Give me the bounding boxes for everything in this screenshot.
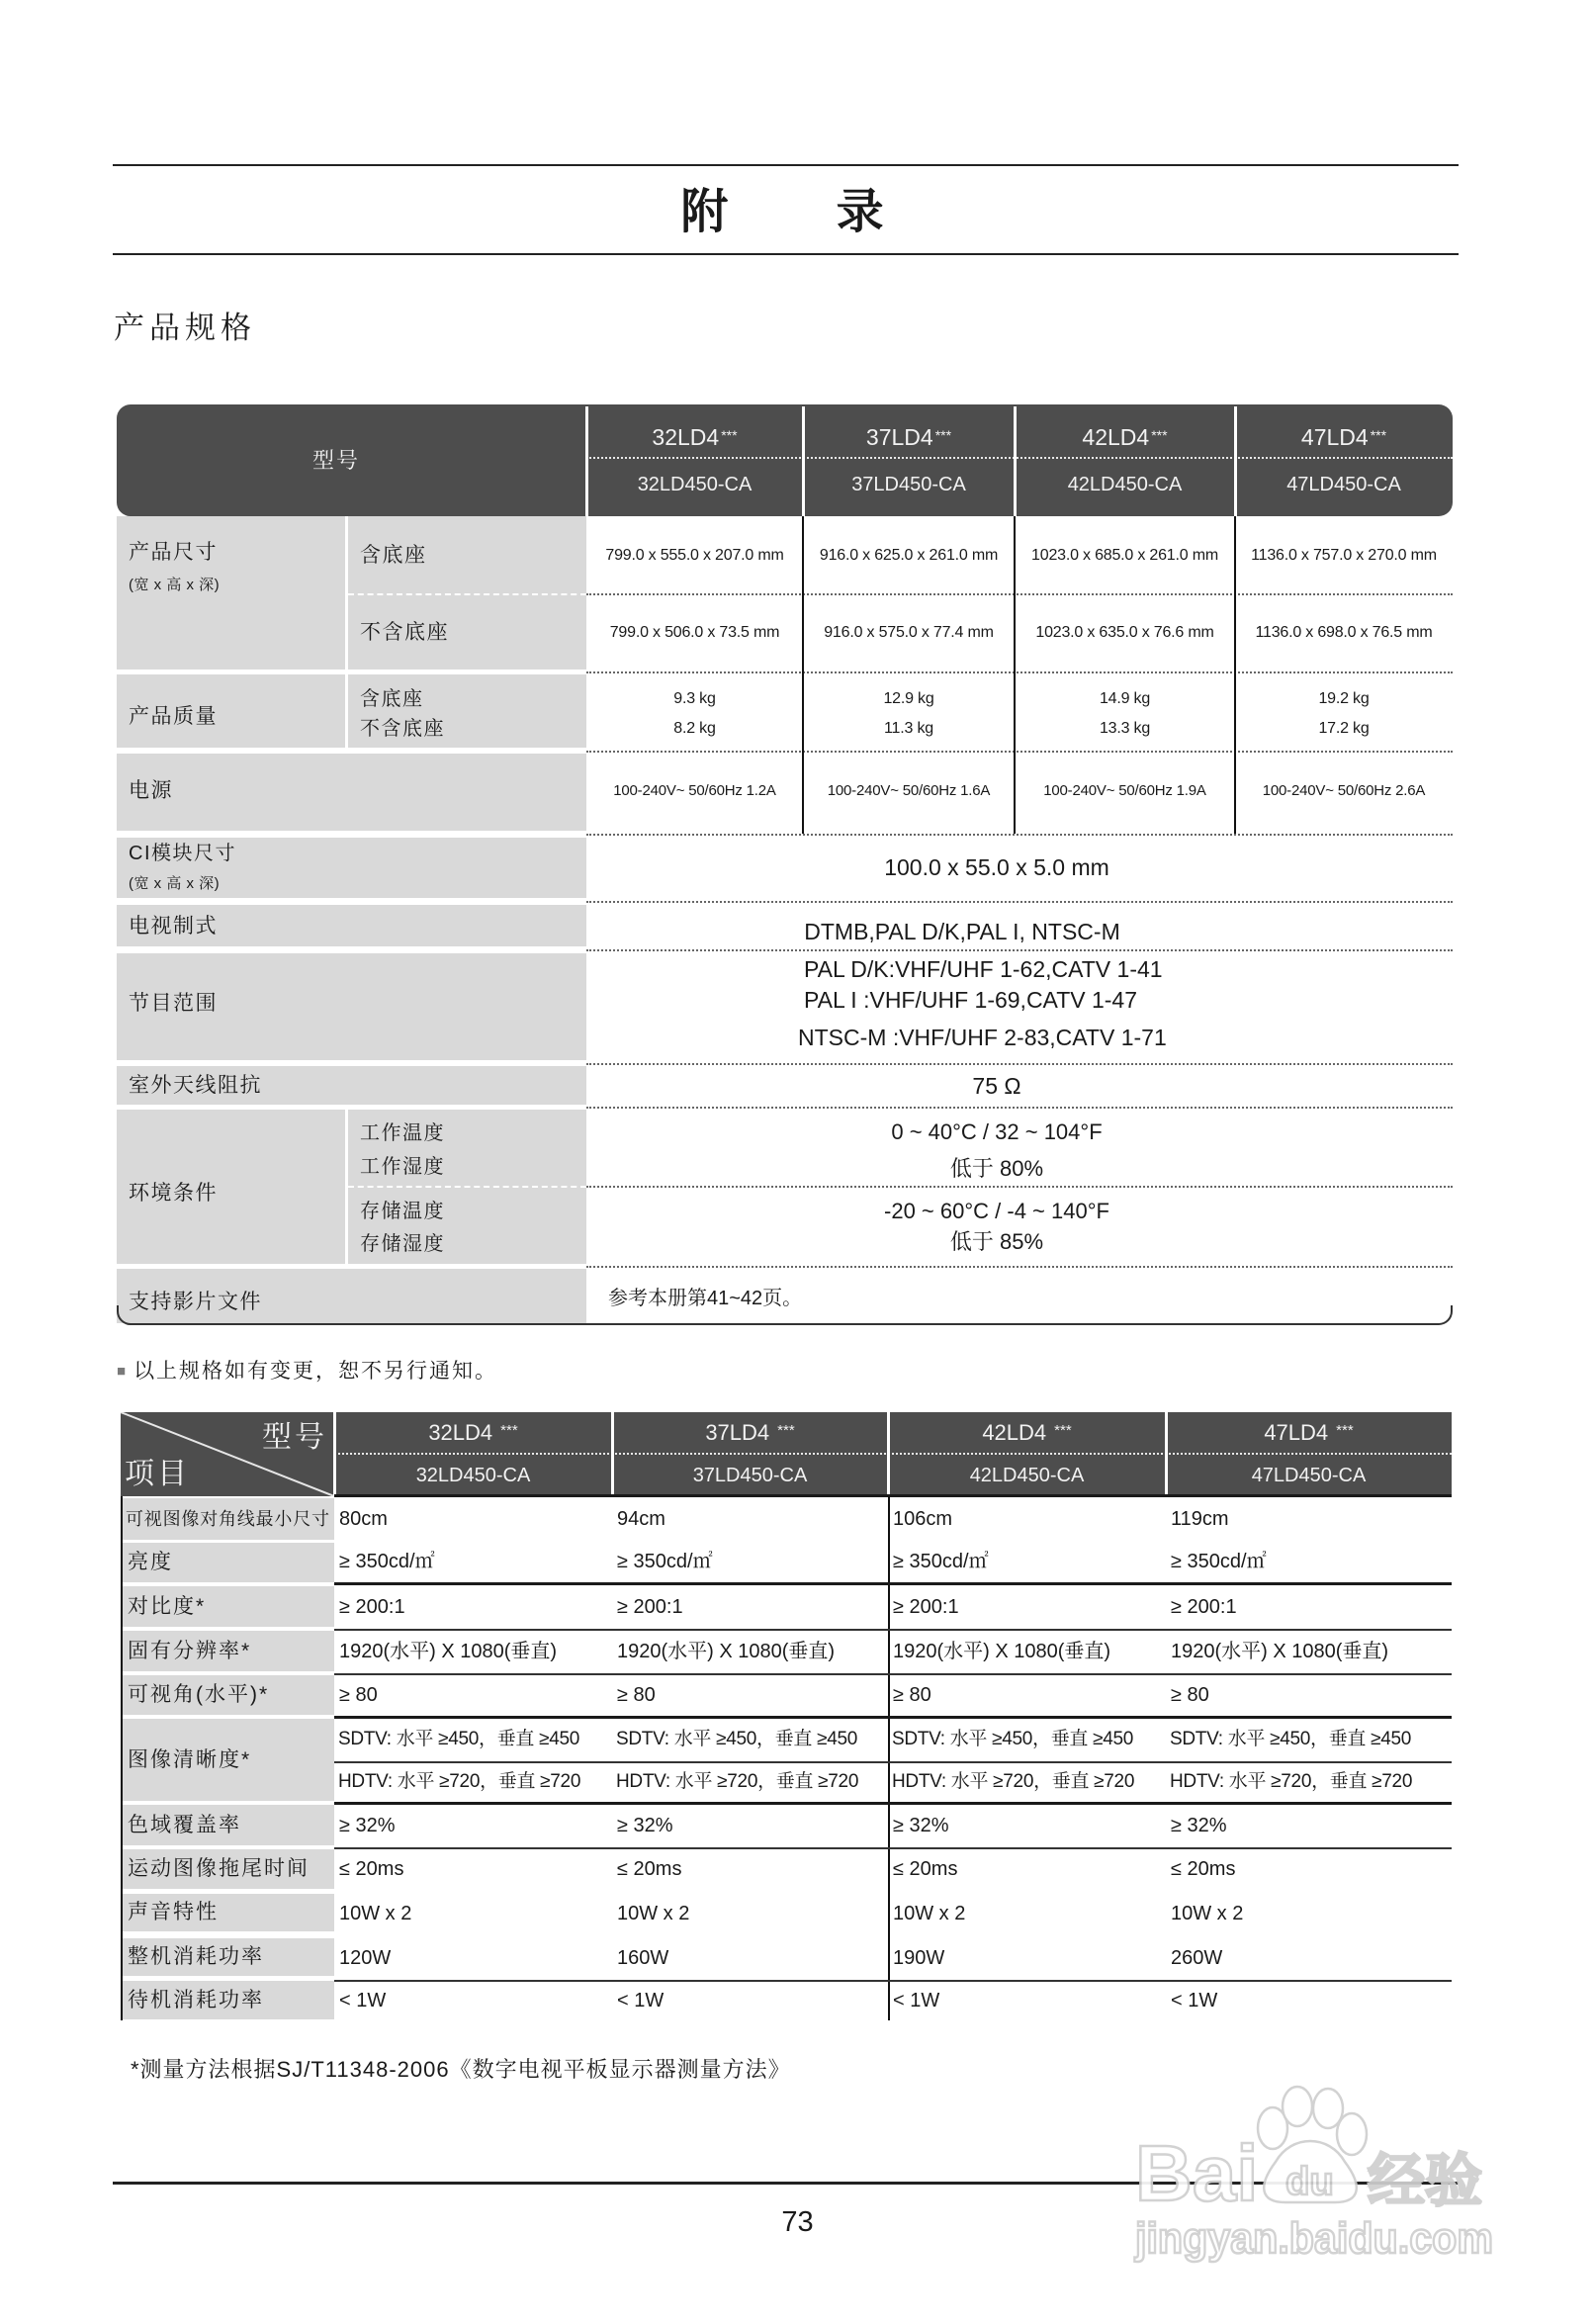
cell-color-gamut: ≥ 32% [617, 1815, 673, 1836]
model-series-suffix: *** [500, 1422, 518, 1439]
cell-power: 100-240V~ 50/60Hz 1.2A [613, 782, 776, 799]
model-series-suffix: *** [1370, 427, 1387, 443]
cell-color-gamut: ≥ 32% [1171, 1815, 1227, 1836]
top-rule [113, 164, 1459, 166]
row-divider [586, 593, 1453, 595]
cell-standby-power: < 1W [893, 1990, 940, 2011]
performance-table [121, 1412, 1452, 2020]
sublabel-operating-temp: 工作温度 [360, 1122, 445, 1144]
watermark-brand-paw: du [1285, 2160, 1334, 2203]
row-label: 色域覆盖率 [123, 1805, 334, 1845]
cell-power-consumption: 120W [339, 1947, 392, 1969]
header-column-divider [887, 1412, 890, 1496]
model-series: 42LD4 [982, 1420, 1047, 1445]
sublabel-with-stand: 含底座 [360, 688, 424, 710]
cell-min-diagonal: 80cm [339, 1508, 388, 1530]
sublabel-without-stand: 不含底座 [360, 718, 445, 740]
model-number: 37LD450-CA [851, 474, 966, 495]
model-number: 47LD450-CA [1286, 474, 1401, 495]
cell-weight-without-stand: 13.3 kg [1099, 720, 1151, 737]
model-column-header [803, 404, 1015, 516]
row-label-power: 电源 [129, 779, 173, 802]
cell-operating-temp: 0 ~ 40°C / 32 ~ 104°F [891, 1119, 1103, 1144]
cell-weight-without-stand: 17.2 kg [1318, 720, 1370, 737]
cell-standby-power: < 1W [617, 1990, 665, 2011]
header-item-label: 项目 [125, 1458, 190, 1490]
notice-text: 以上规格如有变更，恕不另行通知。 [133, 1360, 498, 1383]
cell-contrast: ≥ 200:1 [617, 1596, 683, 1618]
sublabel-storage-temp: 存储温度 [360, 1201, 445, 1222]
sublabel-with-stand: 含底座 [360, 544, 427, 567]
cell-power: 100-240V~ 50/60Hz 2.6A [1262, 782, 1426, 799]
row-divider [586, 949, 1453, 951]
cell-operating-humidity: 低于 80% [949, 1156, 1044, 1181]
row-divider [586, 1107, 1453, 1109]
column-divider [1014, 516, 1016, 834]
row-label-weight: 产品质量 [129, 705, 218, 728]
cell-tv-system: DTMB,PAL D/K,PAL I, NTSC-M [804, 919, 1120, 944]
spec-table-header [117, 404, 1453, 516]
model-series: 42LD4 [1082, 424, 1150, 450]
cell-video-files: 参考本册第41~42页。 [608, 1288, 803, 1309]
row-divider [334, 1980, 1452, 1982]
spec-table [117, 404, 1453, 1323]
row-divider-thick [334, 1716, 1452, 1719]
header-bottom-rule [334, 1494, 1452, 1497]
cell-min-diagonal: 106cm [893, 1508, 953, 1530]
watermark-url: jingyan.baidu.com [1134, 2214, 1493, 2263]
cell-weight-without-stand: 8.2 kg [673, 720, 716, 737]
cell-brightness: ≥ 350cd/㎡ [339, 1551, 435, 1572]
header-dashed-divider [334, 1453, 1452, 1455]
cell-native-resolution: 1920(水平) X 1080(垂直) [893, 1641, 1111, 1662]
cell-weight-with-stand: 19.2 kg [1318, 690, 1370, 707]
cell-motion-blur-time: ≤ 20ms [893, 1858, 958, 1880]
model-series-suffix: *** [1054, 1422, 1072, 1439]
header-column-divider [611, 1412, 614, 1496]
header-model-label: 型号 [262, 1421, 327, 1454]
model-series-suffix: *** [1151, 427, 1168, 443]
row-label-ci-module-note: (宽 x 高 x 深) [129, 875, 221, 892]
model-column-header [586, 404, 803, 516]
header-column-divider [585, 406, 588, 516]
sublabel-divider [348, 593, 586, 595]
row-label: 固有分辨率* [123, 1631, 334, 1671]
cell-audio-output: 10W x 2 [339, 1903, 412, 1924]
row-divider [586, 671, 1453, 673]
row-divider [334, 1629, 1452, 1631]
cell-brightness: ≥ 350cd/㎡ [617, 1551, 713, 1572]
row-label: 可视图像对角线最小尺寸 [123, 1498, 334, 1540]
cell-weight-with-stand: 9.3 kg [673, 690, 716, 707]
cell-color-gamut: ≥ 32% [893, 1815, 949, 1836]
row-label: 可视角(水平)* [123, 1675, 334, 1715]
cell-hdtv-definition: HDTV: 水平 ≥720，垂直 ≥720 [616, 1771, 859, 1792]
cell-audio-output: 10W x 2 [617, 1903, 690, 1924]
cell-sdtv-definition: SDTV: 水平 ≥450，垂直 ≥450 [1170, 1729, 1412, 1749]
row-divider [334, 1761, 1452, 1763]
row-label: 对比度* [123, 1586, 334, 1627]
row-label-video-files: 支持影片文件 [129, 1291, 262, 1313]
cell-dimension-with-stand: 1023.0 x 685.0 x 261.0 mm [1031, 547, 1218, 564]
model-header-label: 型号 [311, 448, 360, 473]
row-label-channel-range: 节目范围 [129, 992, 218, 1015]
cell-motion-blur-time: ≤ 20ms [1171, 1858, 1236, 1880]
page-title: 附 录 [680, 186, 884, 238]
row-label: 整机消耗功率 [123, 1938, 334, 1976]
cell-weight-without-stand: 11.3 kg [884, 720, 933, 737]
cell-hdtv-definition: HDTV: 水平 ≥720，垂直 ≥720 [1170, 1771, 1413, 1792]
paw-toe-icon [1283, 2087, 1312, 2126]
cell-viewing-angle: ≥ 80 [1171, 1684, 1209, 1706]
row-divider [586, 1063, 1453, 1065]
cell-hdtv-definition: HDTV: 水平 ≥720，垂直 ≥720 [892, 1771, 1135, 1792]
cell-dimension-without-stand: 916.0 x 575.0 x 77.4 mm [824, 624, 994, 641]
model-column-header [1015, 404, 1235, 516]
model-column-header [1235, 404, 1453, 516]
row-label-environment: 环境条件 [129, 1182, 218, 1205]
cell-audio-output: 10W x 2 [1171, 1903, 1244, 1924]
cell-dimension-with-stand: 916.0 x 625.0 x 261.0 mm [819, 547, 999, 564]
row-label-antenna: 室外天线阻抗 [129, 1074, 262, 1097]
header-column-divider [1234, 406, 1237, 516]
cell-brightness: ≥ 350cd/㎡ [893, 1551, 989, 1572]
model-series-suffix: *** [721, 427, 738, 443]
title-rule [113, 253, 1459, 255]
cell-standby-power: < 1W [339, 1990, 387, 2011]
watermark-brand-left: Bai [1135, 2129, 1259, 2217]
cell-contrast: ≥ 200:1 [1171, 1596, 1237, 1618]
cell-channel-range-line: PAL D/K:VHF/UHF 1-62,CATV 1-41 [804, 956, 1163, 982]
model-number: 42LD450-CA [969, 1465, 1085, 1486]
row-divider [334, 1673, 1452, 1675]
model-series-line [612, 1415, 888, 1454]
cell-audio-output: 10W x 2 [893, 1903, 966, 1924]
model-series: 32LD4 [428, 1420, 493, 1445]
model-number: 32LD450-CA [415, 1465, 531, 1486]
cell-dimension-without-stand: 799.0 x 506.0 x 73.5 mm [609, 624, 780, 641]
paw-toe-icon [1337, 2113, 1367, 2155]
row-label-dimensions: 产品尺寸 [129, 541, 218, 564]
header-column-divider [333, 1412, 336, 1496]
row-divider-thick [334, 1582, 1452, 1585]
cell-power-consumption: 190W [893, 1947, 945, 1969]
cell-viewing-angle: ≥ 80 [339, 1684, 378, 1706]
model-series: 32LD4 [652, 424, 720, 450]
model-series-suffix: *** [934, 427, 952, 443]
model-number: 37LD450-CA [692, 1465, 808, 1486]
header-dotted-divider [586, 457, 1453, 459]
model-series: 37LD4 [705, 1420, 770, 1445]
header-column-divider [1165, 1412, 1168, 1496]
baidu-jingyan-watermark [1127, 2075, 1503, 2265]
model-series-line [1015, 417, 1235, 460]
row-label-ci-module: CI模块尺寸 [129, 843, 236, 864]
row-divider [586, 1266, 1453, 1268]
model-series-suffix: *** [777, 1422, 795, 1439]
model-series-line [1235, 417, 1453, 460]
cell-sdtv-definition: SDTV: 水平 ≥450，垂直 ≥450 [892, 1729, 1134, 1749]
cell-dimension-without-stand: 1136.0 x 698.0 x 76.5 mm [1255, 624, 1433, 641]
cell-motion-blur-time: ≤ 20ms [617, 1858, 682, 1880]
cell-standby-power: < 1W [1171, 1990, 1218, 2011]
model-series-line [334, 1415, 612, 1454]
sublabel-operating-humidity: 工作湿度 [360, 1156, 445, 1178]
sublabel-storage-humidity: 存储湿度 [360, 1233, 445, 1255]
cell-dimension-with-stand: 1136.0 x 757.0 x 270.0 mm [1251, 547, 1437, 564]
model-series: 47LD4 [1264, 1420, 1329, 1445]
square-bullet-icon: ■ [117, 1363, 129, 1380]
cell-brightness: ≥ 350cd/㎡ [1171, 1551, 1267, 1572]
measurement-footnote: *测量方法根据SJ/T11348-2006《数字电视平板显示器测量方法》 [131, 2057, 791, 2082]
cell-dimension-with-stand: 799.0 x 555.0 x 207.0 mm [605, 547, 784, 564]
watermark-brand-right: 经验 [1368, 2147, 1483, 2214]
section-title: 产品规格 [114, 311, 256, 345]
label-cell-power [117, 754, 586, 831]
cell-power-consumption: 260W [1171, 1947, 1223, 1969]
row-label: 运动图像拖尾时间 [123, 1849, 334, 1889]
header-column-divider [802, 406, 805, 516]
row-divider [586, 901, 1453, 903]
cell-native-resolution: 1920(水平) X 1080(垂直) [1171, 1641, 1389, 1662]
cell-dimension-without-stand: 1023.0 x 635.0 x 76.6 mm [1035, 624, 1214, 641]
spec-change-notice [117, 1358, 497, 1387]
cell-motion-blur-time: ≤ 20ms [339, 1858, 404, 1880]
model-series-line [1166, 1415, 1452, 1454]
row-divider [586, 834, 1453, 836]
row-label: 声音特性 [123, 1894, 334, 1931]
cell-power: 100-240V~ 50/60Hz 1.9A [1043, 782, 1206, 799]
header-column-divider [1014, 406, 1017, 516]
cell-storage-temp: -20 ~ 60°C / -4 ~ 140°F [884, 1199, 1109, 1223]
column-divider [888, 1496, 890, 2020]
column-divider [802, 516, 804, 834]
sublabel-without-stand: 不含底座 [360, 621, 449, 644]
row-label: 待机消耗功率 [123, 1981, 334, 2019]
model-number: 47LD450-CA [1251, 1465, 1367, 1486]
cell-channel-range-line: PAL I :VHF/UHF 1-69,CATV 1-47 [804, 987, 1138, 1013]
cell-weight-with-stand: 14.9 kg [1099, 690, 1151, 707]
row-label-dimensions-note: (宽 x 高 x 深) [129, 577, 221, 593]
cell-channel-range-line: NTSC-M :VHF/UHF 2-83,CATV 1-71 [798, 1025, 1167, 1050]
page-number: 73 [781, 2206, 814, 2238]
cell-contrast: ≥ 200:1 [339, 1596, 405, 1618]
model-series-line [803, 417, 1015, 460]
cell-ci-module-size: 100.0 x 55.0 x 5.0 mm [884, 854, 1109, 880]
row-label: 亮度 [123, 1543, 334, 1582]
cell-hdtv-definition: HDTV: 水平 ≥720，垂直 ≥720 [338, 1771, 581, 1792]
model-number: 42LD450-CA [1067, 474, 1183, 495]
cell-contrast: ≥ 200:1 [893, 1596, 959, 1618]
cell-antenna-impedance: 75 Ω [972, 1073, 1021, 1099]
model-series-line [888, 1415, 1166, 1454]
model-series: 47LD4 [1300, 424, 1369, 450]
cell-sdtv-definition: SDTV: 水平 ≥450，垂直 ≥450 [616, 1729, 858, 1749]
row-divider [586, 1186, 1453, 1188]
row-divider [334, 1847, 1452, 1849]
sublabel-divider [348, 1186, 586, 1188]
row-label-tv-system: 电视制式 [129, 915, 218, 938]
cell-storage-humidity: 低于 85% [949, 1229, 1044, 1254]
cell-sdtv-definition: SDTV: 水平 ≥450，垂直 ≥450 [338, 1729, 580, 1749]
model-series: 37LD4 [865, 424, 933, 450]
cell-weight-with-stand: 12.9 kg [883, 690, 934, 707]
table-bottom-border [117, 1305, 1453, 1325]
model-series-suffix: *** [1336, 1422, 1354, 1439]
column-divider [1234, 516, 1236, 834]
cell-color-gamut: ≥ 32% [339, 1815, 396, 1836]
cell-power: 100-240V~ 50/60Hz 1.6A [827, 782, 991, 799]
cell-native-resolution: 1920(水平) X 1080(垂直) [617, 1641, 836, 1662]
performance-table-header [121, 1412, 1452, 1496]
cell-min-diagonal: 94cm [617, 1508, 665, 1530]
model-number: 32LD450-CA [637, 474, 753, 495]
model-series-line [586, 417, 803, 460]
cell-native-resolution: 1920(水平) X 1080(垂直) [339, 1641, 558, 1662]
row-label: 图像清晰度* [123, 1719, 334, 1801]
cell-viewing-angle: ≥ 80 [617, 1684, 656, 1706]
cell-power-consumption: 160W [617, 1947, 669, 1969]
cell-viewing-angle: ≥ 80 [893, 1684, 931, 1706]
row-divider [586, 751, 1453, 753]
row-divider-thick [334, 1802, 1452, 1805]
cell-min-diagonal: 119cm [1171, 1508, 1229, 1530]
